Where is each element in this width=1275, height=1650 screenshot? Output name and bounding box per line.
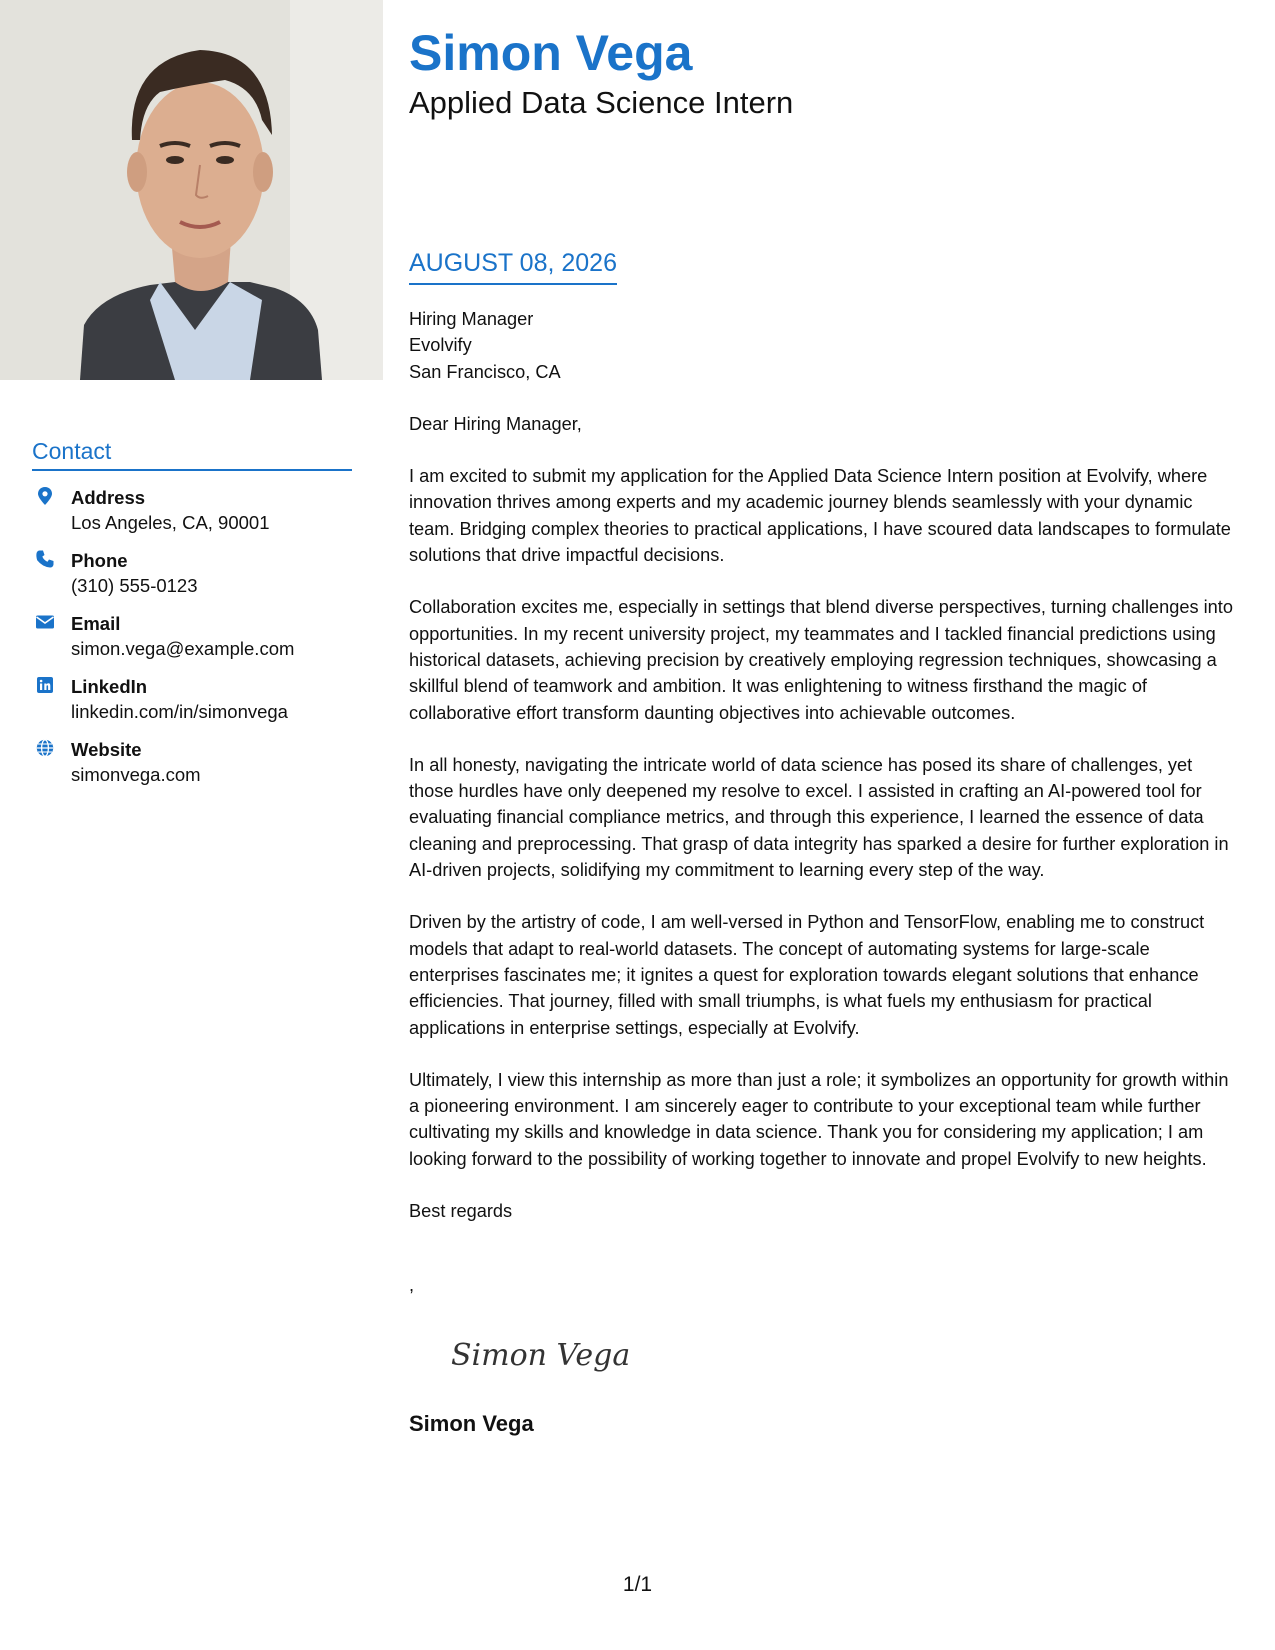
salutation: Dear Hiring Manager, (409, 413, 582, 434)
page-number: 1/1 (622, 1573, 653, 1596)
contact-label: Website (71, 739, 142, 760)
closing: Best regards (409, 1201, 513, 1222)
linkedin-icon (35, 675, 55, 695)
contact-email (32, 611, 352, 661)
contact-label: Address (71, 487, 146, 508)
contact-label: LinkedIn (71, 676, 148, 697)
contact-website (32, 737, 352, 787)
globe-icon (35, 738, 55, 758)
recipient-line: San Francisco, CA (409, 361, 561, 382)
contact-section (32, 438, 352, 800)
contact-linkedin (32, 674, 352, 724)
phone-icon (35, 549, 55, 569)
letter-paragraph: Ultimately, I view this internship as more than just a role; it symbolizes an opportunity for growth within a pioneering environment. I am sincerely eager to contribute to your exceptional team while further cultivating my skills and knowledge in data science. Thank you for considering my application; I am looking forward to the possibility of working together to innovate and propel Evolvify to new heights. (409, 1069, 1229, 1169)
handwritten-signature (447, 1327, 1241, 1381)
letter-date: AUGUST 08, 2026 (409, 249, 617, 285)
contact-value: simon.vega@example.com (71, 638, 295, 659)
closing-comma: , (409, 1275, 415, 1296)
signature-text: Simon Vega (451, 1337, 631, 1373)
recipient-line: Evolvify (409, 335, 472, 356)
contact-address (32, 485, 352, 535)
letter-paragraph: Collaboration excites me, especially in settings that blend diverse perspectives, turning challenges into opportunities. In my recent university project, my teammates and I tackled financial predictions using historical datasets, achieving precision by creatively employing regression techniques, showcasing a skillful blend of teamwork and ambition. It was enlightening to witness firsthand the magic of collaborative effort transform daunting objectives into achievable outcomes. (409, 597, 1233, 723)
letter-paragraph: Driven by the artistry of code, I am well-versed in Python and TensorFlow, enabling me to construct models that adapt to real-world datasets. The concept of automating systems for large-scale enterprises fascinates me; it ignites a quest for exploration towards elegant solutions that enhance efficiencies. That journey, filled with small triumphs, is what fuels my enthusiasm for practical applications in enterprise settings, especially at Evolvify. (409, 912, 1205, 1038)
letter-body (409, 306, 1241, 1437)
applicant-role: Applied Data Science Intern (409, 85, 794, 120)
contact-value: simonvega.com (71, 764, 201, 785)
recipient-block (409, 306, 1241, 385)
letter-paragraph: I am excited to submit my application for the Applied Data Science Intern position at Evolvify, where innovation thrives among experts and my academic journey blends seamlessly with your dynamic team. Bridging complex theories to practical applications, I have scoured data landscapes to formulate solutions that drive impactful decisions. (409, 466, 1231, 566)
portrait-image (0, 0, 383, 380)
header (409, 22, 793, 122)
recipient-line: Hiring Manager (409, 309, 534, 329)
contact-label: Phone (71, 550, 128, 571)
applicant-name: Simon Vega (409, 25, 693, 81)
profile-photo (0, 0, 383, 380)
location-pin-icon (35, 486, 55, 506)
envelope-icon (35, 612, 55, 632)
contact-value: Los Angeles, CA, 90001 (71, 512, 270, 533)
contact-value: (310) 555-0123 (71, 575, 198, 596)
letter-paragraph: In all honesty, navigating the intricate world of data science has posed its share of challenges, yet those hurdles have only deepened my resolve to excel. I assisted in crafting an AI-powered tool for evaluating financial compliance metrics, and through this experience, I learned the essence of data cleaning and preprocessing. That grasp of data integrity has sparked a desire for further exploration in AI-driven projects, solidifying my commitment to learning every step of the way. (409, 754, 1229, 881)
contact-value: linkedin.com/in/simonvega (71, 701, 288, 722)
contact-phone (32, 548, 352, 598)
signer-name: Simon Vega (409, 1410, 534, 1436)
contact-label: Email (71, 613, 121, 634)
contact-heading: Contact (32, 438, 352, 471)
